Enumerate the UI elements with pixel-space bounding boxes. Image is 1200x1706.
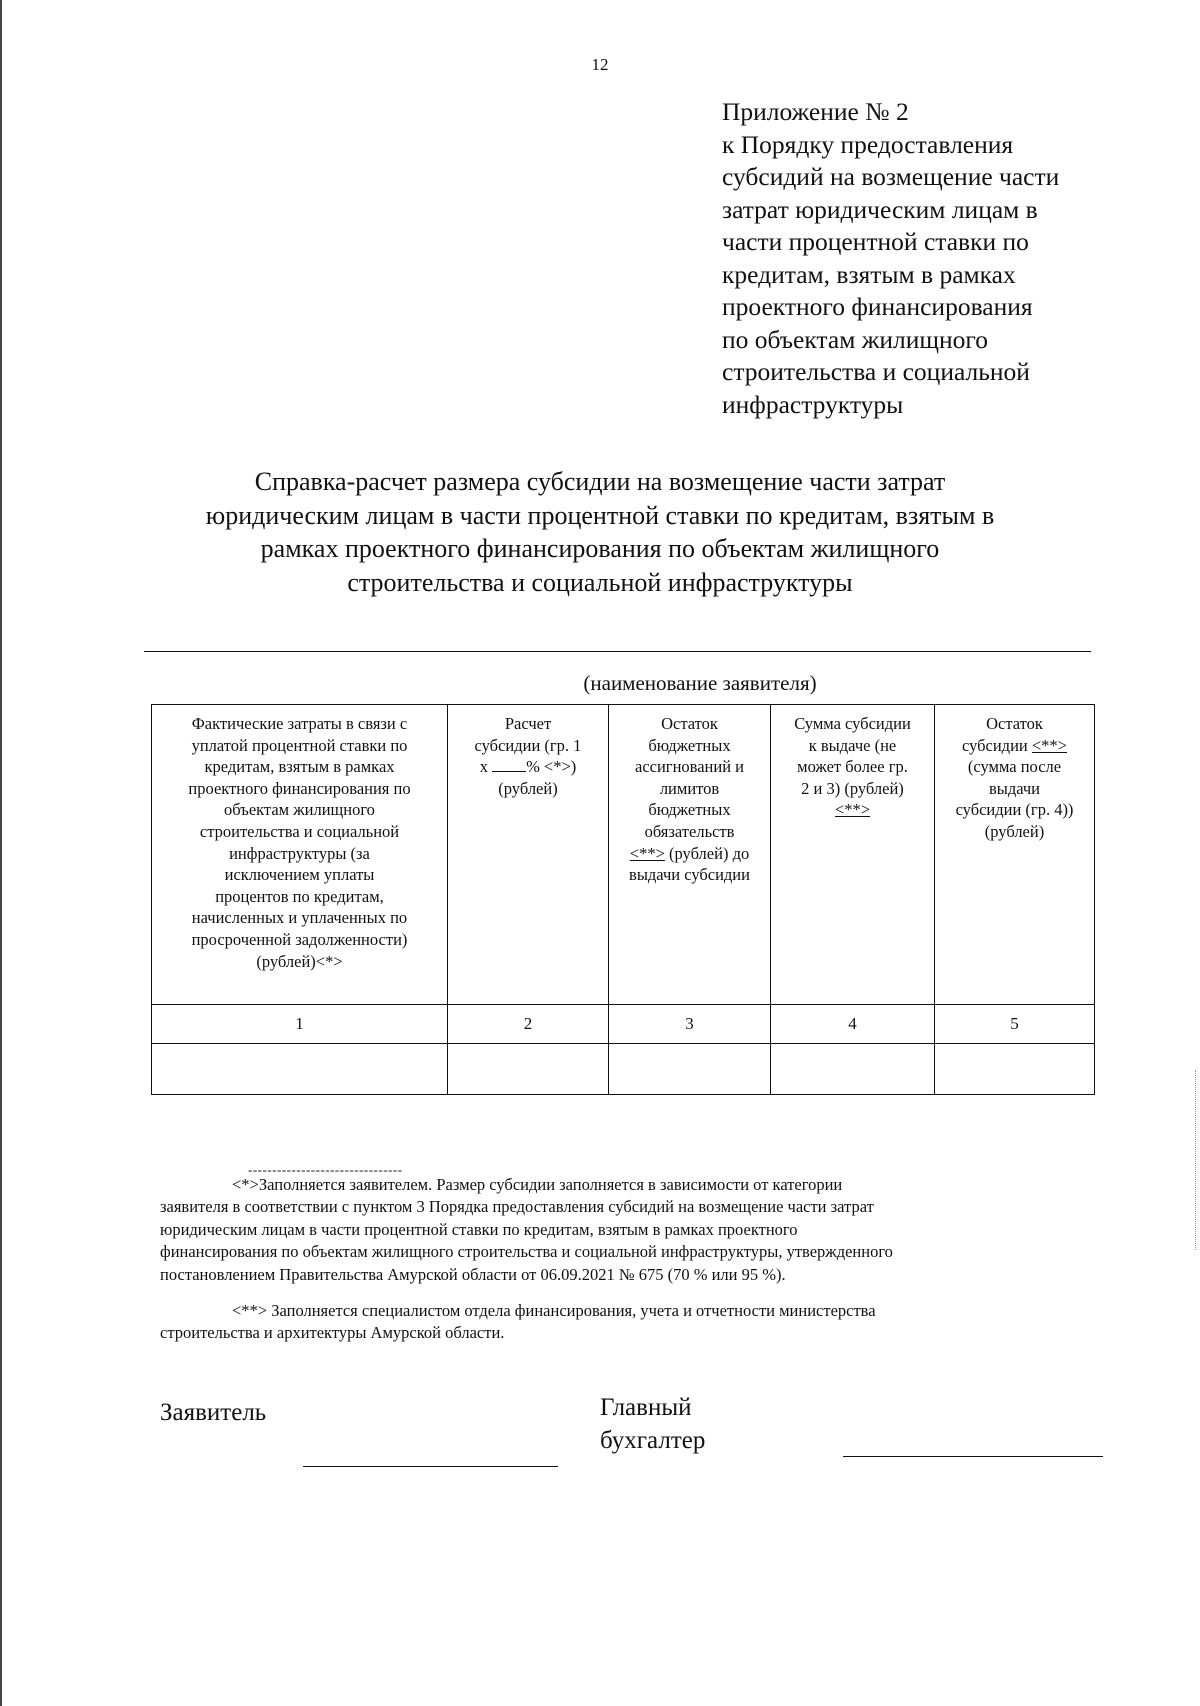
percent-blank bbox=[492, 757, 526, 772]
appendix-line: по объектам жилищного bbox=[722, 324, 988, 354]
scan-edge-left bbox=[0, 0, 2, 1706]
header-actual-costs: Фактические затраты в связи с уплатой процентной ставки по кредитам, взятым в рамках проектного финансирования по объектам жилищного строительства и социальной инфраструктуры (за исключением уплаты процентов по кредитам, начисленных и уплаченных по просроченной задолженности) (рублей)<*> bbox=[152, 705, 448, 1005]
page-number: 12 bbox=[591, 55, 609, 74]
applicant-name-caption: (наименование заявителя) bbox=[583, 671, 817, 695]
header-subsidy-calculation: Расчет субсидии (гр. 1 х % <*>) (рублей) bbox=[448, 705, 609, 1005]
document-title bbox=[100, 465, 1100, 599]
appendix-line: проектного финансирования bbox=[722, 292, 1033, 321]
entry-cell-subsidy-amount[interactable] bbox=[771, 1044, 935, 1095]
appendix-line: инфраструктуры bbox=[722, 389, 904, 419]
footnote-specialist: <**> Заполняется специалистом отдела финансирования, учета и отчетности министерства строительства и архитектуры Амурской области. bbox=[160, 1301, 876, 1343]
title-line: юридическим лицам в части процентной ставки по кредитам, взятым в bbox=[205, 500, 995, 530]
appendix-line: затрат юридическим лицам в bbox=[722, 194, 1038, 224]
column-number-row bbox=[152, 1005, 1095, 1044]
appendix-line: субсидий на возмещение части bbox=[722, 162, 1060, 191]
appendix-line: кредитам, взятым в рамках bbox=[722, 259, 1016, 289]
scan-edge-mark bbox=[1195, 1070, 1196, 1250]
chief-accountant-signature-line[interactable] bbox=[843, 1456, 1103, 1457]
entry-cell-subsidy-calculation[interactable] bbox=[448, 1044, 609, 1095]
chief-accountant-label-line2: бухгалтер bbox=[600, 1427, 706, 1454]
appendix-line: к Порядку предоставления bbox=[722, 129, 1014, 159]
chief-accountant-label-line1: Главный bbox=[600, 1394, 692, 1421]
appendix-line: строительства и социальной bbox=[722, 357, 1030, 386]
header-subsidy-amount: Сумма субсидии к выдаче (не может более гр. 2 и 3) (рублей) <**> bbox=[771, 705, 935, 1005]
title-line: строительства и социальной инфраструктуры bbox=[347, 567, 853, 597]
column-number: 2 bbox=[448, 1005, 609, 1044]
applicant-signature-label: Заявитель bbox=[160, 1399, 267, 1426]
title-line: рамках проектного финансирования по объектам жилищного bbox=[260, 534, 940, 563]
column-number: 1 bbox=[152, 1005, 448, 1044]
applicant-signature-line[interactable] bbox=[303, 1466, 558, 1467]
column-number: 3 bbox=[609, 1005, 771, 1044]
footnote-applicant: <*>Заполняется заявителем. Размер субсидии заполняется в зависимости от категории заявителя в соответствии с пунктом 3 Порядка предоставления субсидий на возмещение части затрат юридическим лицам в части процентной ставки по кредитам, взятым в рамках проектного финансирования по объектам жилищного строительства и социальной инфраструктуры, утвержденного постановлением Правительства Амурской области от 06.09.2021 № 675 (70 % или 95 %). bbox=[160, 1175, 893, 1284]
column-number: 4 bbox=[771, 1005, 935, 1044]
title-line: Справка-расчет размера субсидии на возмещение части затрат bbox=[254, 467, 946, 496]
calculation-table bbox=[151, 704, 1095, 1095]
header-budget-balance: Остаток бюджетных ассигнований и лимитов бюджетных обязательств <**> (рублей) до выдачи субсидии bbox=[609, 705, 771, 1005]
column-number: 5 bbox=[935, 1005, 1095, 1044]
table-header-row bbox=[152, 705, 1095, 1005]
entry-cell-budget-balance[interactable] bbox=[609, 1044, 771, 1095]
data-entry-row bbox=[152, 1044, 1095, 1095]
appendix-line: части процентной ставки по bbox=[722, 227, 1029, 256]
entry-cell-subsidy-remainder[interactable] bbox=[935, 1044, 1095, 1095]
appendix-heading bbox=[722, 96, 1122, 421]
footnote-separator: -------------------------------- bbox=[248, 1162, 403, 1177]
appendix-line: Приложение № 2 bbox=[722, 97, 909, 126]
entry-cell-actual-costs[interactable] bbox=[152, 1044, 448, 1095]
header-subsidy-remainder: Остаток субсидии <**> (сумма после выдачи субсидии (гр. 4)) (рублей) bbox=[935, 705, 1095, 1005]
applicant-name-field-line[interactable] bbox=[144, 651, 1091, 652]
